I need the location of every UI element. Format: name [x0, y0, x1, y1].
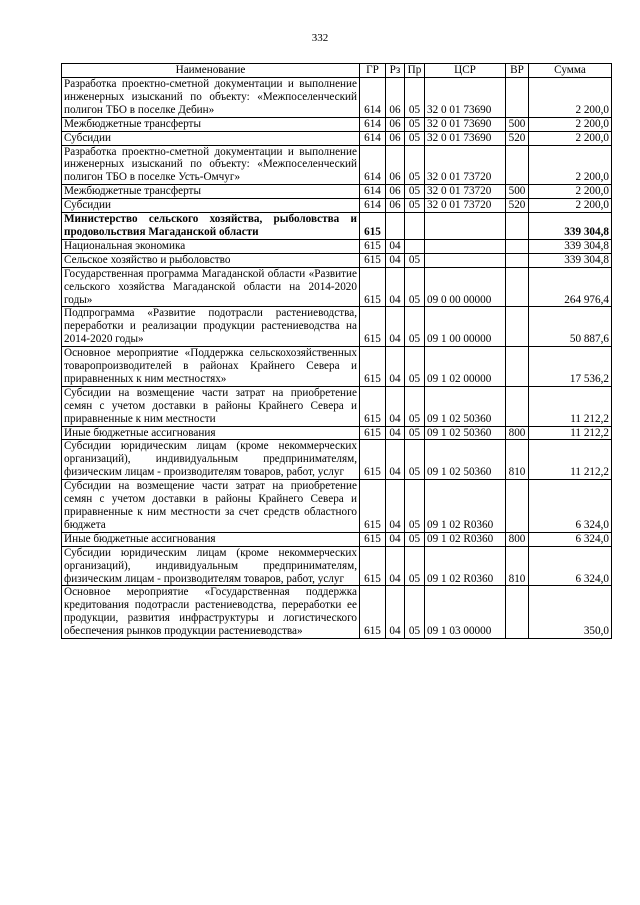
cell-gr: 615: [360, 253, 386, 267]
cell-csr: 32 0 01 73720: [425, 145, 506, 185]
cell-sum: 6 324,0: [529, 480, 612, 533]
cell-pr: 05: [405, 117, 425, 131]
cell-sum: 11 212,2: [529, 386, 612, 426]
cell-gr: 615: [360, 586, 386, 639]
cell-pr: 05: [405, 440, 425, 480]
cell-vr: [506, 347, 529, 387]
cell-rz: 04: [386, 532, 405, 546]
cell-csr: 09 1 03 00000: [425, 586, 506, 639]
cell-rz: 04: [386, 307, 405, 347]
cell-sum: 2 200,0: [529, 117, 612, 131]
table-row: [62, 267, 612, 307]
cell-pr: 05: [405, 131, 425, 145]
cell-vr: 800: [506, 426, 529, 440]
cell-vr: 500: [506, 117, 529, 131]
table-row: [62, 199, 612, 213]
cell-csr: 09 1 02 R0360: [425, 546, 506, 586]
cell-gr: 614: [360, 78, 386, 118]
cell-pr: 05: [405, 532, 425, 546]
cell-vr: 800: [506, 532, 529, 546]
cell-pr: 05: [405, 586, 425, 639]
table-row: [62, 347, 612, 387]
cell-name: Подпрограмма «Развитие подотрасли растениеводства, переработки и реализации продукции растениеводства на 2014-2020 годы»: [62, 307, 360, 347]
table-row: [62, 131, 612, 145]
cell-pr: 05: [405, 267, 425, 307]
cell-pr: [405, 239, 425, 253]
cell-vr: [506, 213, 529, 240]
cell-csr: 32 0 01 73690: [425, 131, 506, 145]
cell-gr: 615: [360, 213, 386, 240]
cell-pr: 05: [405, 145, 425, 185]
cell-sum: 11 212,2: [529, 440, 612, 480]
cell-sum: 50 887,6: [529, 307, 612, 347]
cell-rz: 04: [386, 546, 405, 586]
cell-sum: 2 200,0: [529, 78, 612, 118]
cell-name: Основное мероприятие «Поддержка сельскохозяйственных товаропроизводителей в районах Крайнего Севера и приравненных к ним местностях»: [62, 347, 360, 387]
cell-vr: 520: [506, 199, 529, 213]
header-rz: Рз: [386, 64, 405, 78]
cell-name: Субсидии: [62, 131, 360, 145]
cell-name: Субсидии: [62, 199, 360, 213]
cell-pr: 05: [405, 199, 425, 213]
cell-gr: 615: [360, 386, 386, 426]
cell-vr: [506, 145, 529, 185]
cell-csr: 32 0 01 73690: [425, 78, 506, 118]
cell-csr: 09 1 02 R0360: [425, 480, 506, 533]
cell-csr: 32 0 01 73720: [425, 185, 506, 199]
cell-vr: [506, 307, 529, 347]
cell-vr: 500: [506, 185, 529, 199]
table-row: [62, 253, 612, 267]
table-row: [62, 426, 612, 440]
cell-pr: 05: [405, 185, 425, 199]
cell-pr: 05: [405, 253, 425, 267]
cell-sum: 264 976,4: [529, 267, 612, 307]
header-vr: ВР: [506, 64, 529, 78]
cell-vr: [506, 480, 529, 533]
cell-sum: 6 324,0: [529, 546, 612, 586]
cell-gr: 614: [360, 145, 386, 185]
cell-sum: 339 304,8: [529, 239, 612, 253]
cell-pr: 05: [405, 347, 425, 387]
cell-pr: [405, 213, 425, 240]
header-name: Наименование: [62, 64, 360, 78]
cell-pr: 05: [405, 78, 425, 118]
cell-vr: 520: [506, 131, 529, 145]
cell-pr: 05: [405, 426, 425, 440]
table-row: [62, 307, 612, 347]
cell-rz: 04: [386, 480, 405, 533]
cell-rz: [386, 213, 405, 240]
table-row: [62, 480, 612, 533]
cell-csr: 09 1 00 00000: [425, 307, 506, 347]
table-row: [62, 78, 612, 118]
cell-gr: 615: [360, 307, 386, 347]
cell-gr: 614: [360, 185, 386, 199]
table-row: [62, 440, 612, 480]
cell-rz: 06: [386, 78, 405, 118]
cell-csr: 09 1 02 00000: [425, 347, 506, 387]
cell-pr: 05: [405, 480, 425, 533]
table-row: [62, 185, 612, 199]
cell-rz: 04: [386, 440, 405, 480]
cell-csr: [425, 253, 506, 267]
cell-gr: 614: [360, 117, 386, 131]
cell-name: Межбюджетные трансферты: [62, 117, 360, 131]
cell-vr: 810: [506, 546, 529, 586]
cell-vr: [506, 78, 529, 118]
table-row: [62, 532, 612, 546]
cell-sum: 2 200,0: [529, 145, 612, 185]
cell-name: Иные бюджетные ассигнования: [62, 532, 360, 546]
cell-csr: 09 0 00 00000: [425, 267, 506, 307]
cell-gr: 614: [360, 131, 386, 145]
cell-name: Разработка проектно-сметной документации и выполнение инженерных изысканий по объекту: «Межпоселенческий полигон ТБО в поселке Усть-Омчуг»: [62, 145, 360, 185]
cell-sum: 17 536,2: [529, 347, 612, 387]
cell-gr: 615: [360, 532, 386, 546]
cell-vr: [506, 239, 529, 253]
cell-gr: 615: [360, 426, 386, 440]
cell-pr: 05: [405, 386, 425, 426]
table-row: [62, 386, 612, 426]
cell-vr: [506, 267, 529, 307]
cell-gr: 615: [360, 347, 386, 387]
cell-name: Субсидии юридическим лицам (кроме некоммерческих организаций), индивидуальным предпринимателям, физическим лицам - производителям товаров, работ, услуг: [62, 546, 360, 586]
cell-sum: 11 212,2: [529, 426, 612, 440]
cell-csr: [425, 239, 506, 253]
cell-name: Государственная программа Магаданской области «Развитие сельского хозяйства Магаданской области на 2014-2020 годы»: [62, 267, 360, 307]
cell-name: Субсидии юридическим лицам (кроме некоммерческих организаций), индивидуальным предпринимателям, физическим лицам - производителям товаров, работ, услуг: [62, 440, 360, 480]
header-pr: Пр: [405, 64, 425, 78]
cell-rz: 04: [386, 267, 405, 307]
cell-name: Основное мероприятие «Государственная поддержка кредитования подотрасли растениеводства, переработки ее продукции, развития инфраструктуры и логистического обеспечения рынков продукции растениеводства»: [62, 586, 360, 639]
cell-rz: 04: [386, 586, 405, 639]
cell-name: Иные бюджетные ассигнования: [62, 426, 360, 440]
table-row: [62, 239, 612, 253]
cell-vr: [506, 586, 529, 639]
table-header: [62, 64, 612, 78]
cell-name: Межбюджетные трансферты: [62, 185, 360, 199]
cell-name: Разработка проектно-сметной документации и выполнение инженерных изысканий по объекту: «Межпоселенческий полигон ТБО в поселке Дебин»: [62, 78, 360, 118]
header-row: [62, 64, 612, 78]
cell-csr: 32 0 01 73720: [425, 199, 506, 213]
cell-gr: 615: [360, 480, 386, 533]
cell-gr: 614: [360, 199, 386, 213]
cell-name: Субсидии на возмещение части затрат на приобретение семян с учетом доставки в районы Крайнего Севера и приравненные к ним местности за счет средств областного бюджета: [62, 480, 360, 533]
budget-table: [61, 63, 612, 639]
header-sum: Сумма: [529, 64, 612, 78]
cell-sum: 2 200,0: [529, 199, 612, 213]
cell-sum: 6 324,0: [529, 532, 612, 546]
cell-sum: 339 304,8: [529, 213, 612, 240]
cell-name: Национальная экономика: [62, 239, 360, 253]
cell-rz: 04: [386, 253, 405, 267]
table-row: [62, 546, 612, 586]
cell-csr: 09 1 02 50360: [425, 386, 506, 426]
cell-name: Сельское хозяйство и рыболовство: [62, 253, 360, 267]
cell-name: Субсидии на возмещение части затрат на приобретение семян с учетом доставки в районы Крайнего Севера и приравненные к ним местности: [62, 386, 360, 426]
table-row: [62, 117, 612, 131]
cell-rz: 04: [386, 426, 405, 440]
cell-rz: 06: [386, 199, 405, 213]
cell-csr: 09 1 02 50360: [425, 426, 506, 440]
cell-rz: 04: [386, 386, 405, 426]
cell-pr: 05: [405, 307, 425, 347]
cell-vr: 810: [506, 440, 529, 480]
cell-sum: 339 304,8: [529, 253, 612, 267]
cell-csr: 09 1 02 50360: [425, 440, 506, 480]
cell-rz: 04: [386, 239, 405, 253]
header-gr: ГР: [360, 64, 386, 78]
cell-sum: 350,0: [529, 586, 612, 639]
cell-sum: 2 200,0: [529, 131, 612, 145]
header-csr: ЦСР: [425, 64, 506, 78]
page-number: 332: [311, 32, 329, 44]
cell-rz: 06: [386, 117, 405, 131]
cell-gr: 615: [360, 239, 386, 253]
cell-gr: 615: [360, 546, 386, 586]
cell-gr: 615: [360, 440, 386, 480]
cell-name: Министерство сельского хозяйства, рыболовства и продовольствия Магаданской области: [62, 213, 360, 240]
cell-rz: 06: [386, 131, 405, 145]
cell-rz: 06: [386, 185, 405, 199]
cell-rz: 06: [386, 145, 405, 185]
table-body: [62, 78, 612, 639]
cell-vr: [506, 386, 529, 426]
cell-rz: 04: [386, 347, 405, 387]
cell-vr: [506, 253, 529, 267]
cell-gr: 615: [360, 267, 386, 307]
cell-sum: 2 200,0: [529, 185, 612, 199]
table-row: [62, 213, 612, 240]
cell-csr: [425, 213, 506, 240]
cell-csr: 09 1 02 R0360: [425, 532, 506, 546]
table-row: [62, 145, 612, 185]
cell-pr: 05: [405, 546, 425, 586]
cell-csr: 32 0 01 73690: [425, 117, 506, 131]
table-row: [62, 586, 612, 639]
